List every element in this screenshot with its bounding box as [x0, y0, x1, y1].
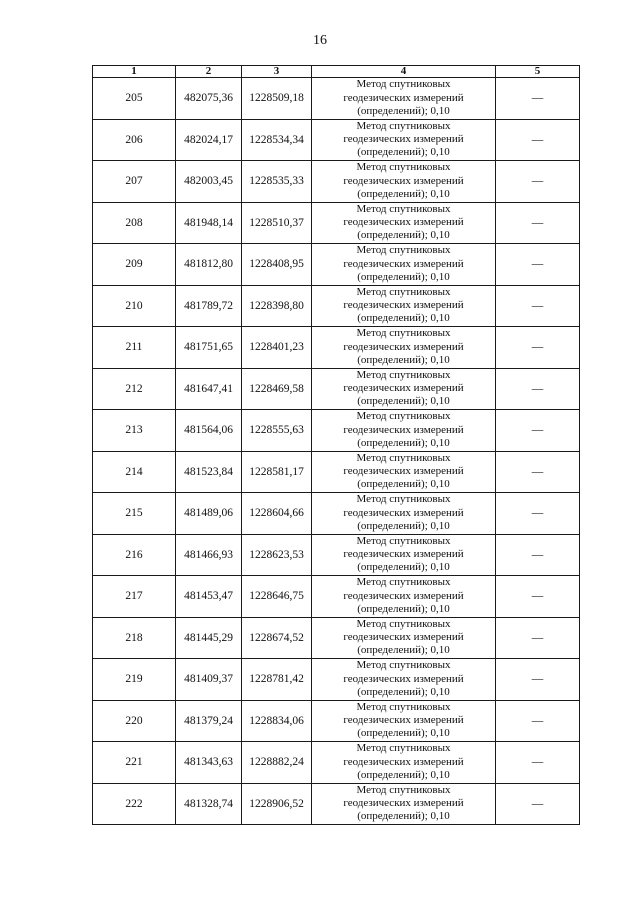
- accuracy-dash-cell: —: [496, 576, 580, 618]
- method-line: геодезических измерений: [343, 216, 464, 229]
- x-coordinate-cell: 481564,06: [176, 410, 242, 452]
- method-line: Метод спутниковых: [356, 161, 451, 174]
- point-number-cell: 211: [93, 327, 176, 369]
- method-line: геодезических измерений: [343, 299, 464, 312]
- method-line: (определений); 0,10: [357, 561, 450, 574]
- method-line: геодезических измерений: [343, 423, 464, 436]
- y-coordinate-cell: 1228534,34: [242, 119, 312, 161]
- method-line: геодезических измерений: [343, 755, 464, 768]
- table-row: [93, 327, 580, 369]
- accuracy-dash-cell: —: [496, 410, 580, 452]
- table-row: [93, 783, 580, 825]
- method-line: (определений); 0,10: [357, 768, 450, 781]
- table-row: [93, 659, 580, 701]
- method-cell: [312, 119, 496, 161]
- method-line: геодезических измерений: [343, 257, 464, 270]
- x-coordinate-cell: 481789,72: [176, 285, 242, 327]
- table-row: [93, 742, 580, 784]
- y-coordinate-cell: 1228469,58: [242, 368, 312, 410]
- y-coordinate-cell: 1228623,53: [242, 534, 312, 576]
- coordinates-table: [92, 65, 580, 825]
- y-coordinate-cell: 1228401,23: [242, 327, 312, 369]
- table-row: [93, 119, 580, 161]
- y-coordinate-cell: 1228581,17: [242, 451, 312, 493]
- x-coordinate-cell: 481466,93: [176, 534, 242, 576]
- method-line: Метод спутниковых: [356, 534, 451, 547]
- y-coordinate-cell: 1228674,52: [242, 617, 312, 659]
- accuracy-dash-cell: —: [496, 368, 580, 410]
- method-line: (определений); 0,10: [357, 810, 450, 823]
- point-number-cell: 219: [93, 659, 176, 701]
- method-cell: [312, 783, 496, 825]
- x-coordinate-cell: 482075,36: [176, 78, 242, 120]
- x-coordinate-cell: 481523,84: [176, 451, 242, 493]
- method-cell: [312, 410, 496, 452]
- method-line: Метод спутниковых: [356, 783, 451, 796]
- page-number: 16: [313, 33, 327, 48]
- column-header-5: 5: [496, 66, 580, 78]
- method-line: геодезических измерений: [343, 631, 464, 644]
- accuracy-dash-cell: —: [496, 617, 580, 659]
- method-line: (определений); 0,10: [357, 187, 450, 200]
- method-line: Метод спутниковых: [356, 327, 451, 340]
- method-cell: [312, 742, 496, 784]
- method-cell: [312, 700, 496, 742]
- accuracy-dash-cell: —: [496, 244, 580, 286]
- method-line: (определений); 0,10: [357, 644, 450, 657]
- column-header-1: 1: [93, 66, 176, 78]
- method-line: (определений); 0,10: [357, 685, 450, 698]
- method-cell: [312, 78, 496, 120]
- method-line: Метод спутниковых: [356, 700, 451, 713]
- table-row: [93, 78, 580, 120]
- point-number-cell: 210: [93, 285, 176, 327]
- accuracy-dash-cell: —: [496, 493, 580, 535]
- accuracy-dash-cell: —: [496, 327, 580, 369]
- method-line: (определений); 0,10: [357, 395, 450, 408]
- method-cell: [312, 617, 496, 659]
- accuracy-dash-cell: —: [496, 451, 580, 493]
- method-line: геодезических измерений: [343, 91, 464, 104]
- table-row: [93, 576, 580, 618]
- table-row: [93, 534, 580, 576]
- column-header-2: 2: [176, 66, 242, 78]
- point-number-cell: 209: [93, 244, 176, 286]
- y-coordinate-cell: 1228882,24: [242, 742, 312, 784]
- method-line: Метод спутниковых: [356, 410, 451, 423]
- method-line: геодезических измерений: [343, 797, 464, 810]
- y-coordinate-cell: 1228408,95: [242, 244, 312, 286]
- method-line: (определений); 0,10: [357, 146, 450, 159]
- point-number-cell: 214: [93, 451, 176, 493]
- method-line: Метод спутниковых: [356, 119, 451, 132]
- method-line: Метод спутниковых: [356, 617, 451, 630]
- x-coordinate-cell: 481445,29: [176, 617, 242, 659]
- point-number-cell: 221: [93, 742, 176, 784]
- method-line: Метод спутниковых: [356, 202, 451, 215]
- x-coordinate-cell: 481379,24: [176, 700, 242, 742]
- method-line: Метод спутниковых: [356, 368, 451, 381]
- table-row: [93, 202, 580, 244]
- accuracy-dash-cell: —: [496, 202, 580, 244]
- y-coordinate-cell: 1228535,33: [242, 161, 312, 203]
- table-row: [93, 161, 580, 203]
- method-line: (определений); 0,10: [357, 104, 450, 117]
- x-coordinate-cell: 481812,80: [176, 244, 242, 286]
- x-coordinate-cell: 482003,45: [176, 161, 242, 203]
- y-coordinate-cell: 1228510,37: [242, 202, 312, 244]
- accuracy-dash-cell: —: [496, 78, 580, 120]
- method-line: (определений); 0,10: [357, 727, 450, 740]
- method-line: Метод спутниковых: [356, 742, 451, 755]
- point-number-cell: 205: [93, 78, 176, 120]
- method-line: геодезических измерений: [343, 589, 464, 602]
- method-line: (определений); 0,10: [357, 602, 450, 615]
- point-number-cell: 220: [93, 700, 176, 742]
- table-body: [93, 78, 580, 825]
- method-cell: [312, 493, 496, 535]
- accuracy-dash-cell: —: [496, 161, 580, 203]
- method-cell: [312, 451, 496, 493]
- method-line: геодезических измерений: [343, 506, 464, 519]
- method-line: геодезических измерений: [343, 548, 464, 561]
- method-cell: [312, 534, 496, 576]
- table-row: [93, 493, 580, 535]
- method-line: Метод спутниковых: [356, 659, 451, 672]
- x-coordinate-cell: 481948,14: [176, 202, 242, 244]
- x-coordinate-cell: 481409,37: [176, 659, 242, 701]
- method-line: (определений); 0,10: [357, 270, 450, 283]
- column-header-3: 3: [242, 66, 312, 78]
- method-line: (определений); 0,10: [357, 519, 450, 532]
- accuracy-dash-cell: —: [496, 700, 580, 742]
- table-row: [93, 700, 580, 742]
- x-coordinate-cell: 481453,47: [176, 576, 242, 618]
- method-line: (определений); 0,10: [357, 312, 450, 325]
- accuracy-dash-cell: —: [496, 659, 580, 701]
- method-line: (определений); 0,10: [357, 478, 450, 491]
- y-coordinate-cell: 1228834,06: [242, 700, 312, 742]
- method-line: Метод спутниковых: [356, 576, 451, 589]
- point-number-cell: 222: [93, 783, 176, 825]
- table-row: [93, 285, 580, 327]
- method-line: (определений); 0,10: [357, 353, 450, 366]
- point-number-cell: 218: [93, 617, 176, 659]
- method-line: геодезических измерений: [343, 174, 464, 187]
- method-line: Метод спутниковых: [356, 244, 451, 257]
- point-number-cell: 206: [93, 119, 176, 161]
- point-number-cell: 213: [93, 410, 176, 452]
- method-line: Метод спутниковых: [356, 78, 451, 91]
- point-number-cell: 215: [93, 493, 176, 535]
- method-cell: [312, 285, 496, 327]
- method-cell: [312, 368, 496, 410]
- x-coordinate-cell: 481489,06: [176, 493, 242, 535]
- method-line: геодезических измерений: [343, 714, 464, 727]
- table-row: [93, 368, 580, 410]
- method-line: геодезических измерений: [343, 133, 464, 146]
- table-row: [93, 410, 580, 452]
- method-cell: [312, 327, 496, 369]
- y-coordinate-cell: 1228646,75: [242, 576, 312, 618]
- x-coordinate-cell: 481343,63: [176, 742, 242, 784]
- method-line: Метод спутниковых: [356, 451, 451, 464]
- y-coordinate-cell: 1228781,42: [242, 659, 312, 701]
- method-cell: [312, 659, 496, 701]
- method-cell: [312, 576, 496, 618]
- method-line: геодезических измерений: [343, 382, 464, 395]
- method-line: Метод спутниковых: [356, 493, 451, 506]
- method-line: (определений); 0,10: [357, 229, 450, 242]
- point-number-cell: 212: [93, 368, 176, 410]
- point-number-cell: 207: [93, 161, 176, 203]
- method-cell: [312, 161, 496, 203]
- table-row: [93, 617, 580, 659]
- accuracy-dash-cell: —: [496, 534, 580, 576]
- method-cell: [312, 202, 496, 244]
- table-row: [93, 451, 580, 493]
- y-coordinate-cell: 1228509,18: [242, 78, 312, 120]
- method-line: Метод спутниковых: [356, 285, 451, 298]
- accuracy-dash-cell: —: [496, 783, 580, 825]
- y-coordinate-cell: 1228906,52: [242, 783, 312, 825]
- x-coordinate-cell: 481328,74: [176, 783, 242, 825]
- y-coordinate-cell: 1228398,80: [242, 285, 312, 327]
- column-header-4: 4: [312, 66, 496, 78]
- y-coordinate-cell: 1228604,66: [242, 493, 312, 535]
- table-row: [93, 244, 580, 286]
- method-line: геодезических измерений: [343, 340, 464, 353]
- x-coordinate-cell: 481647,41: [176, 368, 242, 410]
- x-coordinate-cell: 481751,65: [176, 327, 242, 369]
- accuracy-dash-cell: —: [496, 742, 580, 784]
- y-coordinate-cell: 1228555,63: [242, 410, 312, 452]
- x-coordinate-cell: 482024,17: [176, 119, 242, 161]
- method-line: геодезических измерений: [343, 672, 464, 685]
- point-number-cell: 217: [93, 576, 176, 618]
- method-line: геодезических измерений: [343, 465, 464, 478]
- method-cell: [312, 244, 496, 286]
- table-header-row: [93, 66, 580, 78]
- point-number-cell: 208: [93, 202, 176, 244]
- accuracy-dash-cell: —: [496, 119, 580, 161]
- method-line: (определений); 0,10: [357, 436, 450, 449]
- point-number-cell: 216: [93, 534, 176, 576]
- accuracy-dash-cell: —: [496, 285, 580, 327]
